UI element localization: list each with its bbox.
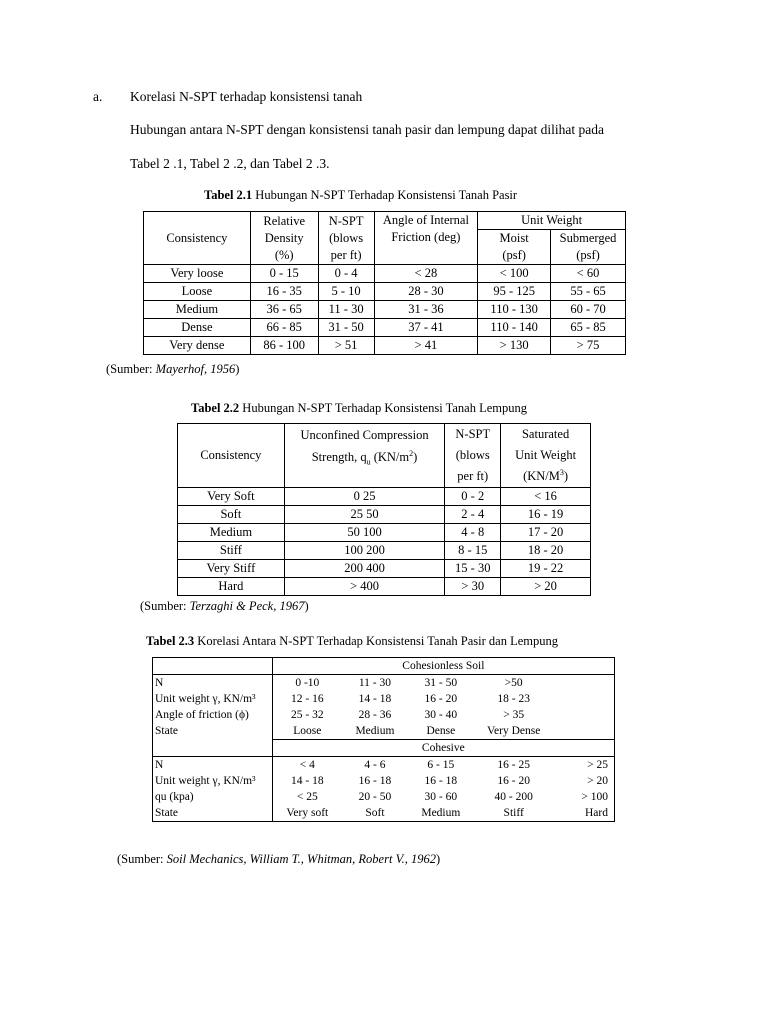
table-cell: 6 - 15 (427, 759, 455, 771)
table-cell: 16 - 18 (358, 775, 392, 787)
table-cell: 28 - 30 (374, 283, 478, 301)
table-cell: 55 - 65 (551, 283, 626, 301)
table-cell: 30 - 40 (424, 709, 458, 721)
row-label: State (153, 723, 273, 740)
table2-clay-consistency (177, 423, 591, 596)
table-cell: 18 - 23 (497, 693, 530, 705)
table-cell: 0 25 (284, 488, 445, 506)
table-cell: > 30 (445, 578, 501, 596)
paragraph-line-2: Tabel 2 .1, Tabel 2 .2, dan Tabel 2 .3. (130, 156, 330, 171)
table-cell: 16 - 20 (424, 693, 458, 705)
table-cell: Very loose (144, 265, 251, 283)
table-cell (554, 707, 615, 723)
table-cell: < 4 (272, 757, 342, 774)
table-cell (153, 740, 273, 757)
table-cell: < 25 (272, 789, 342, 805)
table-row (144, 283, 626, 301)
table-row (153, 805, 615, 822)
table-cell: < 60 (551, 265, 626, 283)
table3-source: (Sumber: Soil Mechanics, William T., Whitman, Robert V., 1962) (117, 852, 441, 866)
table-row (178, 578, 591, 596)
table-row (178, 488, 591, 506)
table-cell: Loose (272, 723, 342, 740)
table-cell: 20 - 50 (358, 791, 392, 803)
table1-header-consistency: Consistency (144, 212, 251, 265)
table1-sand-consistency (143, 211, 626, 355)
table-cell: > 41 (374, 337, 478, 355)
table-cell: 4 - 8 (445, 524, 501, 542)
table-cell: 4 - 6 (364, 759, 386, 771)
table-cell: Soft (342, 805, 408, 822)
table-cell: Hard (178, 578, 285, 596)
table1-source: (Sumber: Mayerhof, 1956) (106, 362, 240, 376)
table-cell: 110 - 140 (478, 319, 551, 337)
table1-caption: Tabel 2.1 Hubungan N-SPT Terhadap Konsistensi Tanah Pasir (204, 188, 518, 202)
table1-header-submerged: Submerged (psf) (551, 230, 626, 265)
table-cell: Dense (426, 725, 456, 737)
row-label: State (153, 805, 273, 822)
table2-header-nspt: N-SPT (blows per ft) (445, 424, 501, 488)
table-cell: > 25 (554, 757, 615, 774)
table-cell: Loose (144, 283, 251, 301)
table-cell: 16 - 25 (497, 759, 530, 771)
table-cell: 37 - 41 (374, 319, 478, 337)
table3-correlation (152, 657, 615, 822)
table-cell: 18 - 20 (501, 542, 591, 560)
table-cell: 40 - 200 (494, 791, 533, 803)
table-cell: Very Dense (487, 725, 541, 737)
paragraph-line-1: Hubungan antara N-SPT dengan konsistensi tanah pasir dan lempung dapat dilihat pada (130, 122, 605, 137)
table-cell: 16 - 18 (424, 775, 458, 787)
table-cell: > 20 (501, 578, 591, 596)
table-row (153, 773, 615, 789)
table-cell: Soft (178, 506, 285, 524)
row-label: N (153, 675, 273, 692)
table-cell: Stiff (474, 805, 554, 822)
table3-caption: Tabel 2.3 Korelasi Antara N-SPT Terhadap Konsistensi Tanah Pasir dan Lempung (146, 634, 558, 648)
table-cell: 0 -10 (272, 675, 342, 692)
table-cell: 65 - 85 (551, 319, 626, 337)
row-label: Unit weight γ, KN/m³ (153, 691, 273, 707)
table-cell: 17 - 20 (501, 524, 591, 542)
table-cell: > 100 (554, 789, 615, 805)
table-cell: 14 - 18 (272, 773, 342, 789)
table-cell: > 130 (478, 337, 551, 355)
table2-header-consistency: Consistency (178, 424, 285, 488)
table-cell: 30 - 60 (424, 791, 458, 803)
table-cell: >50 (504, 677, 523, 689)
table-cell (554, 675, 615, 692)
table-section-title: Cohesive (272, 740, 614, 757)
table-section-row (153, 740, 615, 757)
table2-caption: Tabel 2.2 Hubungan N-SPT Terhadap Konsistensi Tanah Lempung (191, 401, 527, 415)
table-cell: 200 400 (284, 560, 445, 578)
table-cell: 0 - 2 (445, 488, 501, 506)
table-cell: 0 - 4 (318, 265, 374, 283)
table-cell: 36 - 65 (250, 301, 318, 319)
table-row (153, 707, 615, 723)
table-cell: 0 - 15 (250, 265, 318, 283)
table-cell: 25 50 (284, 506, 445, 524)
row-label: Unit weight γ, KN/m³ (153, 773, 273, 789)
table-cell: 60 - 70 (551, 301, 626, 319)
row-label: qu (kpa) (153, 789, 273, 805)
table-cell (554, 723, 615, 740)
table-cell: 12 - 16 (272, 691, 342, 707)
table-cell: 11 - 30 (358, 677, 392, 689)
table1-header-angle: Angle of Internal Friction (deg) (374, 212, 478, 265)
table-row (178, 506, 591, 524)
table-cell (554, 691, 615, 707)
table-row (153, 757, 615, 774)
table-cell: 66 - 85 (250, 319, 318, 337)
table-cell: 11 - 30 (318, 301, 374, 319)
table-cell: < 100 (478, 265, 551, 283)
table-cell: 15 - 30 (445, 560, 501, 578)
table2-source: (Sumber: Terzaghi & Peck, 1967) (140, 599, 309, 613)
table-row (153, 723, 615, 740)
table-cell: 16 - 20 (497, 775, 530, 787)
table-cell: Hard (554, 805, 615, 822)
table-cell: 31 - 50 (318, 319, 374, 337)
table-section-row (153, 658, 615, 675)
table-cell: 25 - 32 (272, 707, 342, 723)
table1-header-nspt: N-SPT (blows per ft) (318, 212, 374, 265)
table-cell: 95 - 125 (478, 283, 551, 301)
table-cell: 100 200 (284, 542, 445, 560)
table-cell: Medium (355, 725, 395, 737)
table-row (153, 691, 615, 707)
table-cell: Very soft (272, 805, 342, 822)
table-cell: Dense (144, 319, 251, 337)
table-cell: Very Stiff (178, 560, 285, 578)
table-cell: Medium (144, 301, 251, 319)
table-row (153, 789, 615, 805)
table-cell: 8 - 15 (445, 542, 501, 560)
table-cell: 2 - 4 (445, 506, 501, 524)
table-cell: Very Soft (178, 488, 285, 506)
table-row (144, 301, 626, 319)
table-row (178, 560, 591, 578)
table-cell: 50 100 (284, 524, 445, 542)
row-label: N (153, 757, 273, 774)
table-cell: > 400 (284, 578, 445, 596)
section-marker: a. (93, 89, 103, 104)
table-cell: Stiff (178, 542, 285, 560)
table-row (144, 319, 626, 337)
table-row (178, 524, 591, 542)
table-cell: > 35 (503, 709, 525, 721)
table1-header-unit-weight: Unit Weight (478, 212, 626, 230)
table-row (144, 337, 626, 355)
table-cell: 16 - 35 (250, 283, 318, 301)
table-cell: 31 - 36 (374, 301, 478, 319)
table-row (178, 542, 591, 560)
table-row (144, 265, 626, 283)
table-cell: 19 - 22 (501, 560, 591, 578)
section-heading: Korelasi N-SPT terhadap konsistensi tanah (130, 89, 363, 104)
table-cell: Very dense (144, 337, 251, 355)
table-section-title: Cohesionless Soil (272, 658, 614, 675)
table-cell: 86 - 100 (250, 337, 318, 355)
table1-header-relative-density: Relative Density (%) (250, 212, 318, 265)
table-row (153, 675, 615, 692)
table1-header-moist: Moist (psf) (478, 230, 551, 265)
table-cell: > 20 (554, 773, 615, 789)
table2-header-ucs: Unconfined Compression Strength, $q_u$ $(KN/m^2)$ (284, 424, 445, 488)
table-cell: 110 - 130 (478, 301, 551, 319)
table-cell: Medium (178, 524, 285, 542)
table-cell: Medium (408, 805, 474, 822)
table-cell: 16 - 19 (501, 506, 591, 524)
table-cell: 31 - 50 (424, 677, 458, 689)
table-cell: 28 - 36 (358, 709, 392, 721)
table-cell: < 16 (501, 488, 591, 506)
table-cell: < 28 (374, 265, 478, 283)
table2-header-saturated: Saturated Unit Weight $(KN/M^3)$ (501, 424, 591, 488)
table-cell: 14 - 18 (358, 693, 392, 705)
table-cell: > 75 (551, 337, 626, 355)
table-cell: 5 - 10 (318, 283, 374, 301)
row-label: Angle of friction (ϕ) (153, 707, 273, 723)
table-cell: > 51 (318, 337, 374, 355)
table-cell (153, 658, 273, 675)
